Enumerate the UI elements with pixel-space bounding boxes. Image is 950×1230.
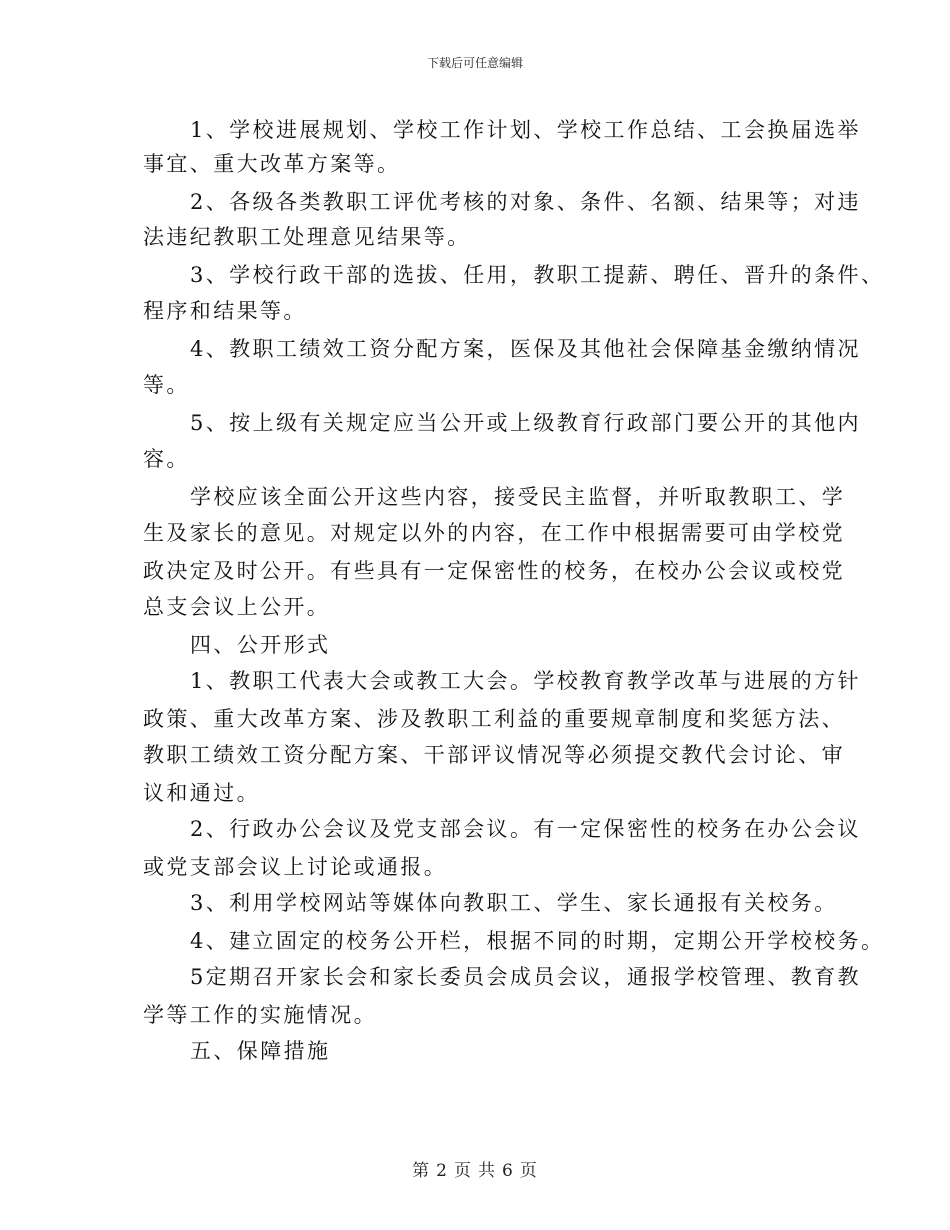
page-header-note: 下载后可任意编辑 <box>426 56 523 70</box>
text-line: 生及家长的意见。对规定以外的内容，在工作中根据需要可由学校党 <box>143 521 845 545</box>
text-line: 教职工绩效工资分配方案、干部评议情况等必须提交教代会讨论、审 <box>143 743 845 767</box>
footer-ye: 页 <box>519 1161 538 1181</box>
footer-gong: 共 <box>478 1161 496 1181</box>
section-heading: 四、公开形式 <box>190 633 331 657</box>
text-line: 程序和结果等。 <box>143 299 307 323</box>
footer-current-page: 2 <box>436 1161 448 1181</box>
text-line: 法违纪教职工处理意见结果等。 <box>143 225 471 249</box>
text-line: 等。 <box>143 373 190 397</box>
footer-ye: 页 <box>454 1161 472 1181</box>
footer-di: 第 <box>412 1161 431 1181</box>
text-line: 政决定及时公开。有些具有一定保密性的校务，在校办公会议或校党 <box>143 559 845 583</box>
text-line: 学校应该全面公开这些内容，接受民主监督，并听取教职工、学 <box>190 485 846 509</box>
text-line: 2、行政办公会议及党支部会议。有一定保密性的校务在办公会议 <box>190 817 861 841</box>
text-line: 5定期召开家长会和家长委员会成员会议，通报学校管理、教育教 <box>190 965 861 989</box>
text-line: 事宜、重大改革方案等。 <box>143 152 401 176</box>
text-line: 学等工作的实施情况。 <box>143 1003 377 1027</box>
text-line: 议和通过。 <box>143 781 260 805</box>
page-footer <box>0 1156 950 1181</box>
text-line: 4、建立固定的校务公开栏，根据不同的时期，定期公开学校校务。 <box>190 929 885 953</box>
text-line: 政策、重大改革方案、涉及教职工利益的重要规章制度和奖惩方法、 <box>143 707 845 731</box>
text-line: 4、教职工绩效工资分配方案，医保及其他社会保障基金缴纳情况 <box>190 337 861 361</box>
footer-total-pages: 6 <box>502 1161 514 1181</box>
text-line: 3、学校行政干部的选拔、任用，教职工提薪、聘任、晋升的条件、 <box>190 263 885 287</box>
section-heading: 五、保障措施 <box>190 1039 331 1063</box>
text-line: 或党支部会议上讨论或通报。 <box>143 855 448 879</box>
text-line: 总支会议上公开。 <box>143 595 331 619</box>
text-line: 容。 <box>143 447 190 471</box>
text-line: 3、利用学校网站等媒体向教职工、学生、家长通报有关校务。 <box>190 891 838 915</box>
text-line: 1、学校进展规划、学校工作计划、学校工作总结、工会换届选举 <box>190 118 861 142</box>
text-line: 5、按上级有关规定应当公开或上级教育行政部门要公开的其他内 <box>190 411 861 435</box>
text-line: 1、教职工代表大会或教工大会。学校教育教学改革与进展的方针 <box>190 669 861 693</box>
text-line: 2、各级各类教职工评优考核的对象、条件、名额、结果等；对违 <box>190 190 861 214</box>
